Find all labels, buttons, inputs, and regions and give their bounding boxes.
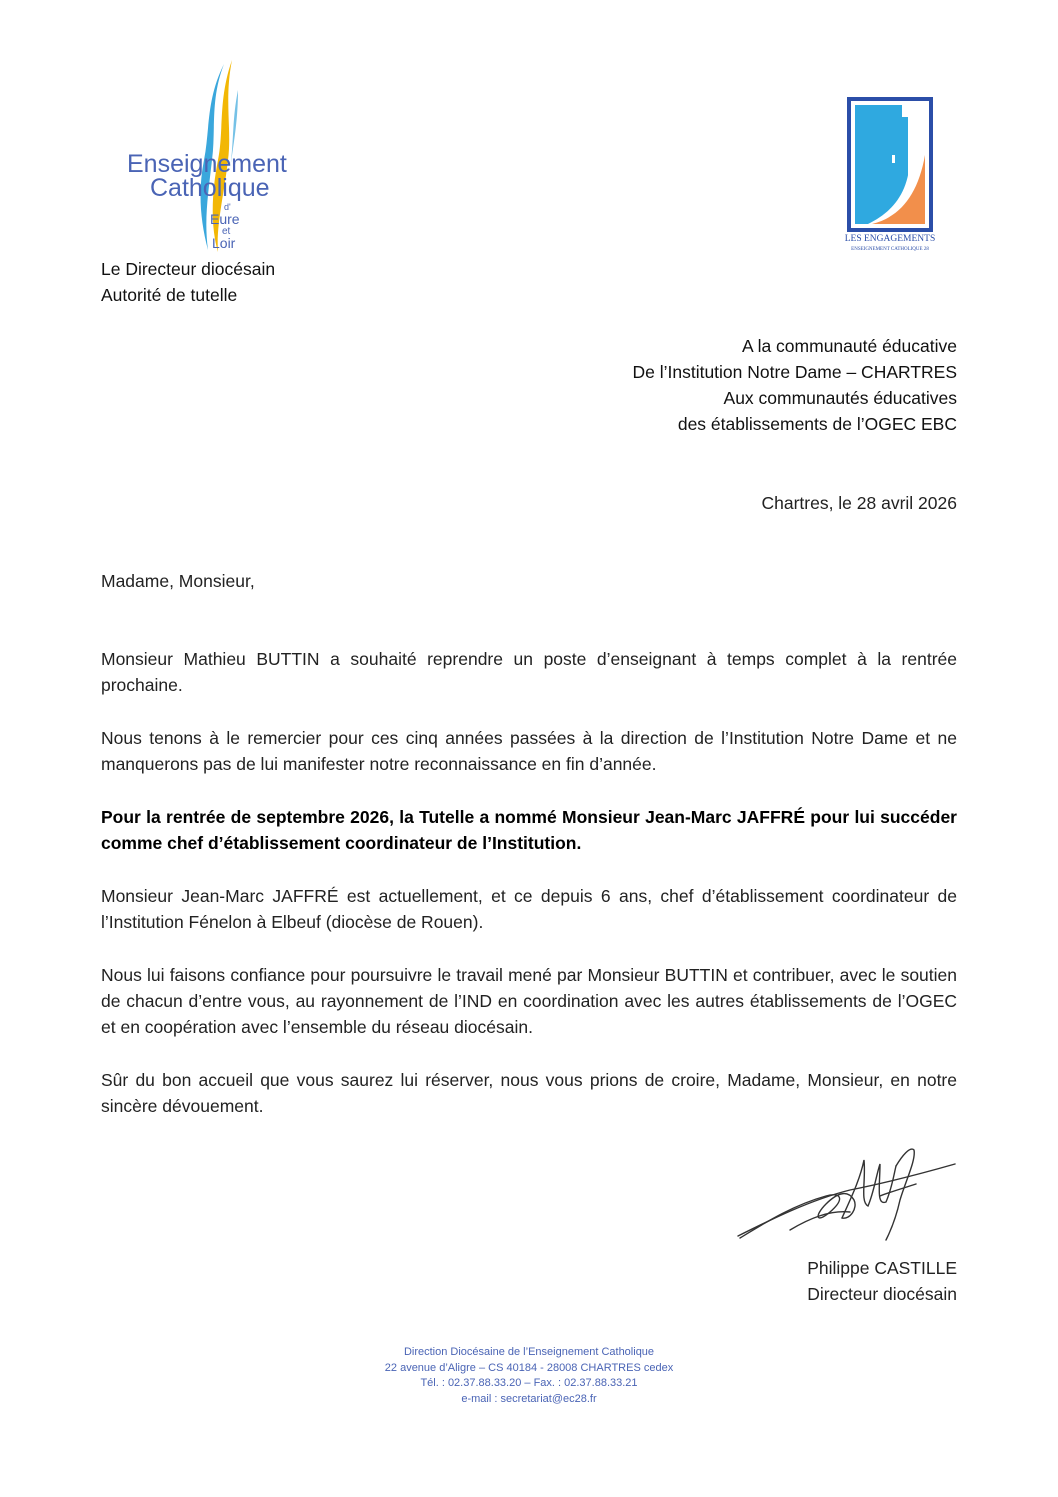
recipient-line: A la communauté éducative: [742, 336, 957, 356]
footer-line: Tél. : 02.37.88.33.20 – Fax. : 02.37.88.33.21: [420, 1377, 638, 1389]
recipient-block: [632, 333, 957, 437]
logo-sub1: d': [224, 202, 231, 212]
footer-line: 22 avenue d’Aligre – CS 40184 - 28008 CHARTRES cedex: [384, 1361, 674, 1374]
sender-title: Le Directeur diocésain: [101, 259, 276, 279]
engagements-line1: LES ENGAGEMENTS: [844, 234, 936, 244]
recipient-line: Aux communautés éducatives: [723, 388, 957, 408]
closing-paragraph: Sûr du bon accueil que vous saurez lui réserver, nous vous prions de croire, Madame, Monsieur, en notre sincère dévouement.: [101, 1070, 957, 1116]
handwritten-signature: [730, 1140, 960, 1250]
les-engagements-logo: [840, 95, 940, 255]
letter-body: [101, 568, 957, 1146]
door-icon: [840, 95, 940, 255]
logo-sub4: Loir: [212, 235, 236, 251]
paragraph: Monsieur Jean-Marc JAFFRÉ est actuellement, et ce depuis 6 ans, chef d’établissement coordinateur de l’Institution Fénelon à Elbeuf (diocèse de Rouen).: [101, 886, 957, 932]
announcement-paragraph: Pour la rentrée de septembre 2026, la Tutelle a nommé Monsieur Jean-Marc JAFFRÉ pour lui succéder comme chef d’établissement coordinateur de l’Institution.: [101, 807, 957, 853]
paragraph: Monsieur Mathieu BUTTIN a souhaité reprendre un poste d’enseignant à temps complet à la rentrée prochaine.: [101, 649, 957, 695]
footer-email: e-mail : secretariat@ec28.fr: [461, 1392, 597, 1405]
signer-title: Directeur diocésain: [807, 1284, 957, 1304]
paragraph: Nous tenons à le remercier pour ces cinq années passées à la direction de l’Institution Notre Dame et ne manquerons pas de lui manifester notre reconnaissance en fin d’année.: [101, 728, 957, 774]
sender-block: [101, 256, 275, 308]
footer-line: Direction Diocésaine de l’Enseignement Catholique: [403, 1346, 655, 1358]
letter-footer: [0, 1345, 1058, 1407]
logo-sub3: et: [222, 226, 231, 237]
engagements-line2: ENSEIGNEMENT CATHOLIQUE 28: [851, 247, 929, 252]
enseignement-catholique-logo: [120, 60, 320, 256]
flame-icon: [120, 60, 320, 256]
salutation: Madame, Monsieur,: [101, 571, 255, 591]
logo-line2: Catholique: [150, 174, 270, 202]
sender-role: Autorité de tutelle: [101, 285, 238, 305]
logo-sub2: Eure: [210, 211, 240, 227]
recipient-line: des établissements de l’OGEC EBC: [677, 414, 957, 434]
logo-line1: Enseignement: [127, 150, 287, 178]
signer-block: [807, 1255, 957, 1307]
recipient-line: De l’Institution Notre Dame – CHARTRES: [632, 362, 957, 382]
letter-date: Chartres, le 28 avril 2026: [761, 493, 957, 513]
signer-name: Philippe CASTILLE: [807, 1258, 957, 1278]
paragraph: Nous lui faisons confiance pour poursuivre le travail mené par Monsieur BUTTIN et contribuer, avec le soutien de chacun d’entre vous, au rayonnement de l’IND en coordination avec les autres établissements de l’OGEC et en coopération avec l’ensemble du réseau diocésain.: [101, 965, 957, 1037]
